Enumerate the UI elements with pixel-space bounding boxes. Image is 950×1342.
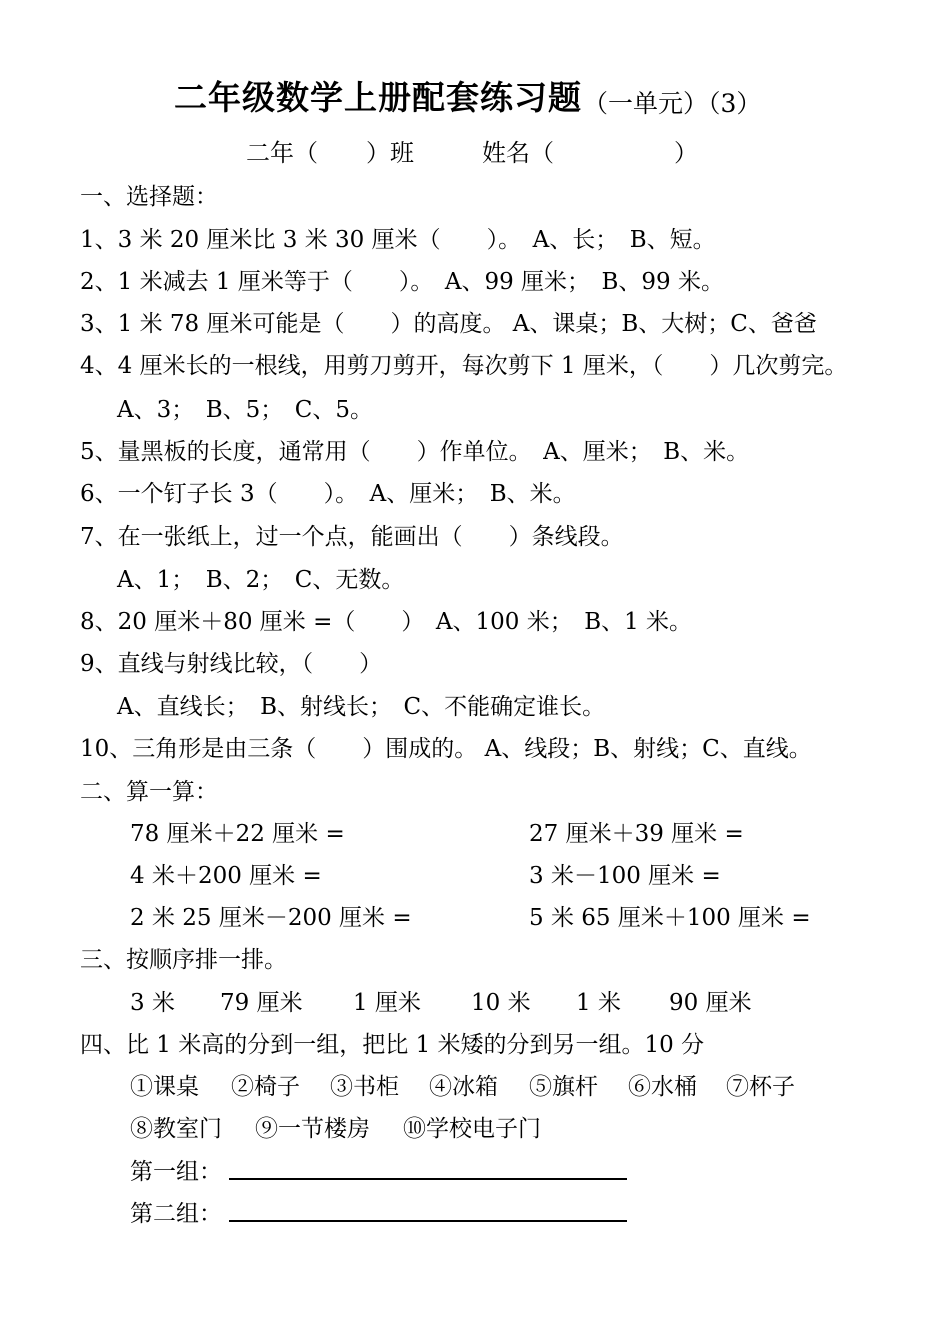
question-7-options: A、1； B、2； C、无数。 — [117, 567, 405, 593]
calc-right-1: 27 厘米＋39 厘米 = — [529, 821, 744, 847]
question-7: 7、在一张纸上，过一个点，能画出（ ）条线段。 — [80, 524, 624, 550]
object-item: ⑩学校电子门 — [403, 1116, 541, 1142]
question-1: 1、3 米 20 厘米比 3 米 30 厘米（ ）。 A、长； B、短。 — [80, 227, 716, 253]
question-4-options: A、3； B、5； C、5。 — [117, 397, 374, 423]
calc-right-2: 3 米－100 厘米 = — [529, 863, 721, 889]
class-field-label: 二年（ ）班 — [246, 139, 414, 167]
question-9-options: A、直线长； B、射线长； C、不能确定谁长。 — [117, 694, 606, 720]
calc-left-3: 2 米 25 厘米－200 厘米 = — [130, 905, 412, 931]
name-field-label: 姓名（ ） — [482, 139, 698, 167]
object-item: ①课桌 — [130, 1074, 199, 1100]
question-3: 3、1 米 78 厘米可能是（ ）的高度。 A、课桌；B、大树；C、爸爸 — [80, 311, 817, 337]
page-title: 二年级数学上册配套练习题 — [174, 78, 582, 117]
section4-heading: 四、比 1 米高的分到一组，把比 1 米矮的分到另一组。10 分 — [80, 1032, 705, 1058]
group1-answer-line[interactable] — [229, 1178, 627, 1180]
group1-label: 第一组： — [130, 1159, 222, 1185]
section1-heading: 一、选择题： — [80, 184, 218, 210]
order-item: 90 厘米 — [669, 990, 752, 1016]
question-4: 4、4 厘米长的一根线，用剪刀剪开，每次剪下 1 厘米，（ ）几次剪完。 — [80, 353, 848, 379]
group2-label: 第二组： — [130, 1201, 222, 1227]
calc-right-3: 5 米 65 厘米＋100 厘米 = — [529, 905, 811, 931]
question-5: 5、量黑板的长度，通常用（ ）作单位。 A、厘米； B、米。 — [80, 439, 750, 465]
object-item: ⑦杯子 — [726, 1074, 795, 1100]
object-item: ⑥水桶 — [628, 1074, 697, 1100]
object-item: ⑤旗杆 — [529, 1074, 598, 1100]
order-item: 10 米 — [471, 990, 531, 1016]
order-item: 1 厘米 — [353, 990, 421, 1016]
order-item: 3 米 — [130, 990, 175, 1016]
calc-left-1: 78 厘米＋22 厘米 = — [130, 821, 345, 847]
order-item: 79 厘米 — [220, 990, 303, 1016]
object-item: ⑨一节楼房 — [255, 1116, 370, 1142]
order-item: 1 米 — [576, 990, 621, 1016]
question-10: 10、三角形是由三条（ ）围成的。 A、线段；B、射线；C、直线。 — [80, 736, 812, 762]
question-6: 6、一个钉子长 3（ ）。 A、厘米； B、米。 — [80, 481, 576, 507]
object-item: ⑧教室门 — [130, 1116, 222, 1142]
object-item: ②椅子 — [231, 1074, 300, 1100]
calc-left-2: 4 米＋200 厘米 = — [130, 863, 322, 889]
question-2: 2、1 米减去 1 厘米等于（ ）。 A、99 厘米； B、99 米。 — [80, 269, 724, 295]
question-9: 9、直线与射线比较，（ ） — [80, 651, 383, 677]
object-item: ④冰箱 — [429, 1074, 498, 1100]
group2-answer-line[interactable] — [229, 1220, 627, 1222]
section2-heading: 二、算一算： — [80, 779, 218, 805]
object-item: ③书柜 — [330, 1074, 399, 1100]
question-8: 8、20 厘米＋80 厘米 =（ ） A、100 米； B、1 米。 — [80, 609, 693, 635]
page-subtitle: （一单元）（3） — [583, 89, 762, 118]
section3-heading: 三、按顺序排一排。 — [80, 947, 287, 973]
